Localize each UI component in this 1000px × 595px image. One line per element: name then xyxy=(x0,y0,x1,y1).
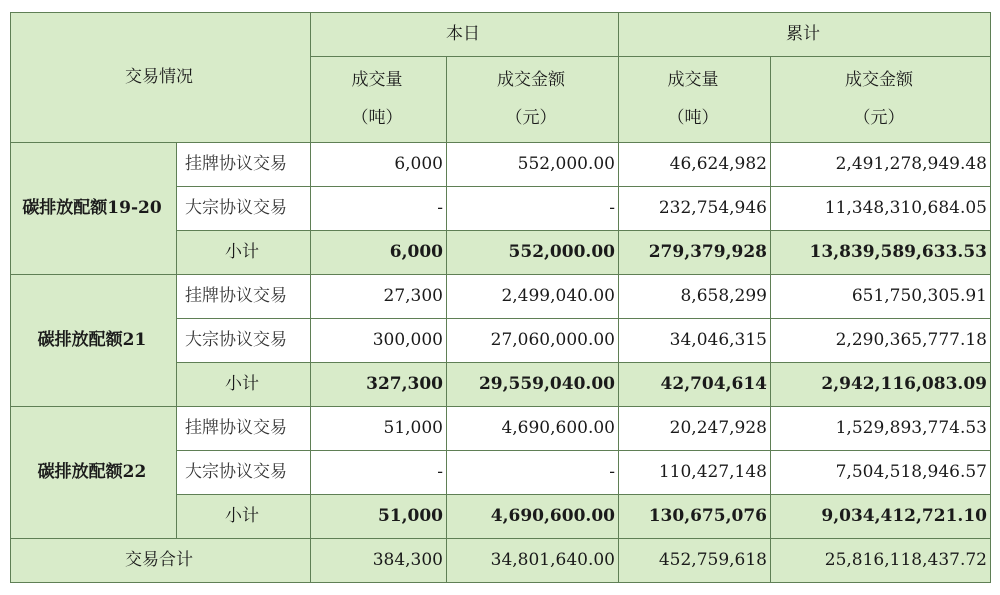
day-volume: 51,000 xyxy=(311,407,447,451)
day-amount: 2,499,040.00 xyxy=(447,275,619,319)
cum-amount: 2,290,365,777.18 xyxy=(771,319,991,363)
cum-volume: 20,247,928 xyxy=(619,407,771,451)
total-label: 交易合计 xyxy=(11,539,311,583)
header-today-volume: 成交量 （吨） xyxy=(311,57,447,143)
subtotal-label: 小计 xyxy=(177,231,311,275)
table-row xyxy=(11,407,991,451)
day-amount: 29,559,040.00 xyxy=(447,363,619,407)
header-today: 本日 xyxy=(311,13,619,57)
cum-amount: 11,348,310,684.05 xyxy=(771,187,991,231)
total-row xyxy=(11,539,991,583)
cum-volume: 232,754,946 xyxy=(619,187,771,231)
cum-amount: 1,529,893,774.53 xyxy=(771,407,991,451)
cum-amount: 651,750,305.91 xyxy=(771,275,991,319)
day-volume: 300,000 xyxy=(311,319,447,363)
trade-type: 挂牌协议交易 xyxy=(177,143,311,187)
header-cumulative: 累计 xyxy=(619,13,991,57)
trading-summary-table xyxy=(10,12,991,583)
group-name: 碳排放配额22 xyxy=(11,407,177,539)
day-volume: 6,000 xyxy=(311,231,447,275)
day-volume: 51,000 xyxy=(311,495,447,539)
cum-volume: 42,704,614 xyxy=(619,363,771,407)
cum-volume: 279,379,928 xyxy=(619,231,771,275)
trade-type: 挂牌协议交易 xyxy=(177,275,311,319)
day-volume: 327,300 xyxy=(311,363,447,407)
cum-volume: 46,624,982 xyxy=(619,143,771,187)
group-name: 碳排放配额19-20 xyxy=(11,143,177,275)
trade-type: 挂牌协议交易 xyxy=(177,407,311,451)
subtotal-label: 小计 xyxy=(177,495,311,539)
cum-volume: 130,675,076 xyxy=(619,495,771,539)
cum-amount: 13,839,589,633.53 xyxy=(771,231,991,275)
day-amount: 4,690,600.00 xyxy=(447,495,619,539)
day-amount: - xyxy=(447,451,619,495)
header-trade-status: 交易情况 xyxy=(11,13,311,143)
day-volume: - xyxy=(311,187,447,231)
day-amount: 552,000.00 xyxy=(447,143,619,187)
header-cum-amount: 成交金额 （元） xyxy=(771,57,991,143)
trade-type: 大宗协议交易 xyxy=(177,451,311,495)
trade-type: 大宗协议交易 xyxy=(177,319,311,363)
header-today-amount: 成交金额 （元） xyxy=(447,57,619,143)
header-cum-volume: 成交量 （吨） xyxy=(619,57,771,143)
trade-type: 大宗协议交易 xyxy=(177,187,311,231)
table-row xyxy=(11,143,991,187)
day-amount: 4,690,600.00 xyxy=(447,407,619,451)
cum-amount: 7,504,518,946.57 xyxy=(771,451,991,495)
cum-volume: 8,658,299 xyxy=(619,275,771,319)
cum-volume: 110,427,148 xyxy=(619,451,771,495)
cum-amount: 25,816,118,437.72 xyxy=(771,539,991,583)
day-volume: 384,300 xyxy=(311,539,447,583)
cum-amount: 2,942,116,083.09 xyxy=(771,363,991,407)
group-name: 碳排放配额21 xyxy=(11,275,177,407)
day-volume: 6,000 xyxy=(311,143,447,187)
cum-volume: 34,046,315 xyxy=(619,319,771,363)
day-amount: 27,060,000.00 xyxy=(447,319,619,363)
cum-amount: 2,491,278,949.48 xyxy=(771,143,991,187)
day-volume: 27,300 xyxy=(311,275,447,319)
table-row xyxy=(11,275,991,319)
cum-volume: 452,759,618 xyxy=(619,539,771,583)
day-amount: - xyxy=(447,187,619,231)
cum-amount: 9,034,412,721.10 xyxy=(771,495,991,539)
day-amount: 34,801,640.00 xyxy=(447,539,619,583)
subtotal-label: 小计 xyxy=(177,363,311,407)
day-volume: - xyxy=(311,451,447,495)
day-amount: 552,000.00 xyxy=(447,231,619,275)
